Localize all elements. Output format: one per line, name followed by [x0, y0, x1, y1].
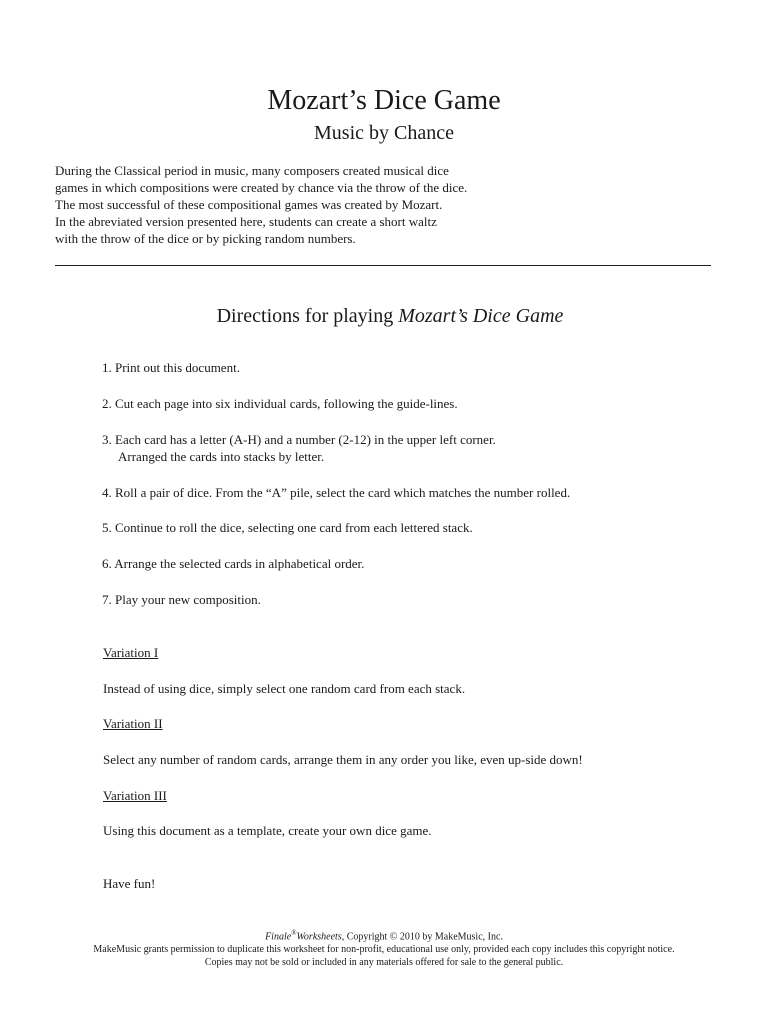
footer-line-3: Copies may not be sold or included in any materials offered for sale to the general public. [204, 957, 564, 969]
variation-1-text: Instead of using dice, simply select one random card from each stack. [103, 681, 466, 696]
directions-prefix: Directions for playing [216, 305, 399, 327]
footer-line-2: MakeMusic grants permission to duplicate this worksheet for non-profit, educational use only, provided each copy includes this copyright notice. [93, 944, 675, 956]
copyright-footer [0, 927, 768, 969]
variation-2-heading: Variation II [103, 716, 163, 731]
variation-1-heading: Variation I [103, 645, 159, 660]
step-6: 6. Arrange the selected cards in alphabetical order. [102, 556, 365, 571]
step-3-line-1: 3. Each card has a letter (A-H) and a number (2-12) in the upper left corner. [102, 432, 496, 447]
variation-3-heading: Variation III [103, 788, 167, 803]
closing-text: Have fun! [103, 876, 156, 891]
page-subtitle: Music by Chance [314, 122, 454, 144]
variation-3-text: Using this document as a template, create your own dice game. [103, 823, 432, 838]
footer-product-suffix: Worksheets [296, 931, 342, 943]
step-3-line-2: Arranged the cards into stacks by letter. [118, 449, 325, 464]
step-7: 7. Play your new composition. [102, 592, 261, 607]
footer-copyright: , Copyright © 2010 by MakeMusic, Inc. [341, 931, 503, 943]
directions-game-name: Mozart’s Dice Game [398, 305, 564, 327]
intro-paragraph [55, 162, 715, 247]
intro-line: games in which compositions were created by chance via the throw of the dice. [55, 180, 468, 195]
step-4: 4. Roll a pair of dice. From the “A” pile, select the card which matches the number rolled. [102, 485, 571, 500]
directions-heading [0, 303, 768, 329]
variation-2-text: Select any number of random cards, arrange them in any order you like, even up-side down! [103, 752, 583, 767]
footer-registered: ® [291, 929, 297, 937]
step-3 [102, 431, 722, 465]
intro-line: The most successful of these compositional games was created by Mozart. [55, 197, 443, 212]
divider-rule [55, 265, 711, 266]
footer-product: Finale [265, 931, 292, 943]
intro-line: During the Classical period in music, many composers created musical dice [55, 163, 449, 178]
intro-line: In the abreviated version presented here, students can create a short waltz [55, 214, 437, 229]
intro-line: with the throw of the dice or by picking random numbers. [55, 231, 356, 246]
step-2: 2. Cut each page into six individual cards, following the guide-lines. [102, 396, 458, 411]
step-1: 1. Print out this document. [102, 360, 240, 375]
footer-line-1 [0, 927, 768, 943]
page-title: Mozart’s Dice Game [267, 85, 501, 116]
step-5: 5. Continue to roll the dice, selecting one card from each lettered stack. [102, 520, 473, 535]
